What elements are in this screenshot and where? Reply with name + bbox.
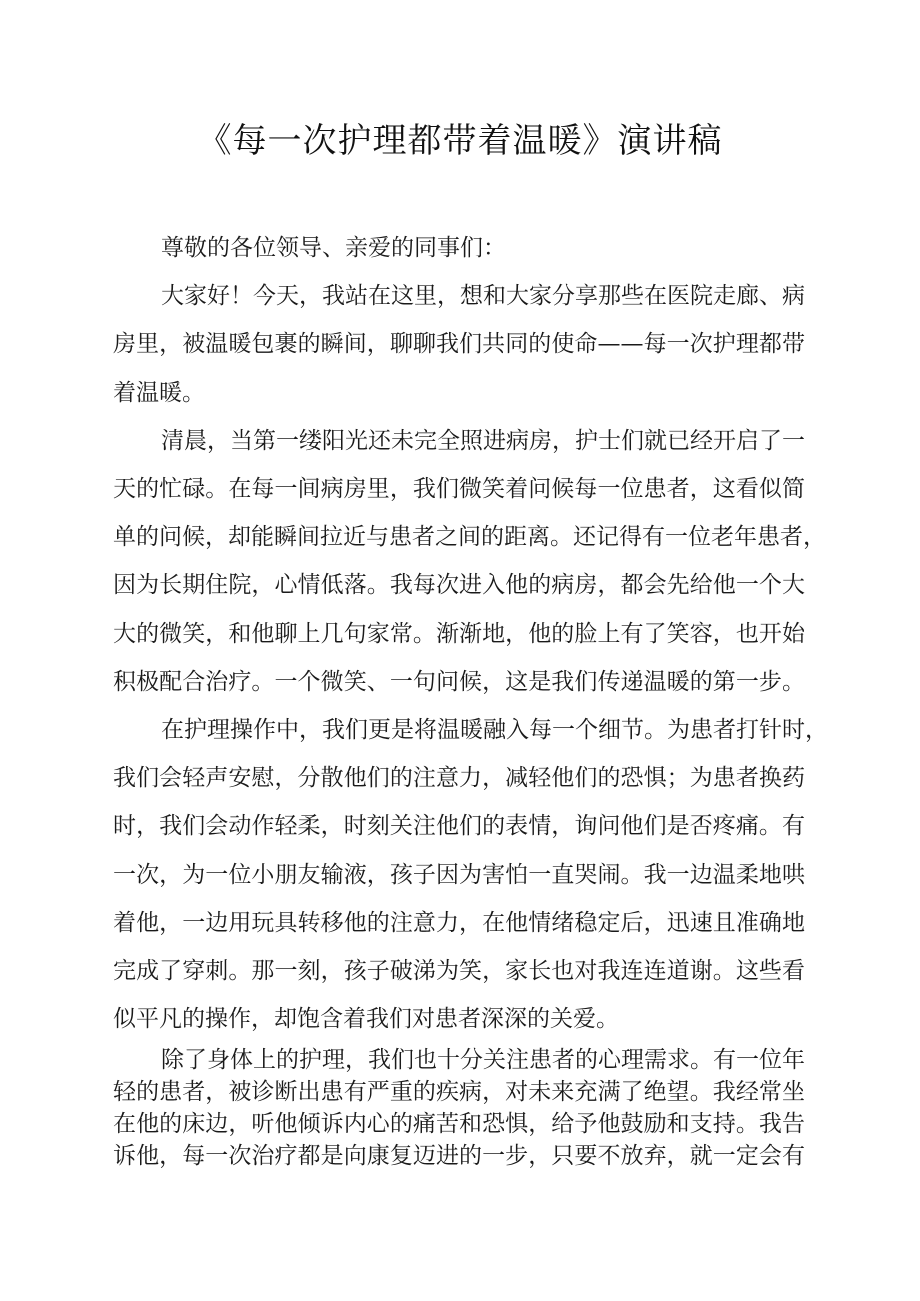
paragraph-line: 完成了穿刺。那一刻，孩子破涕为笑，家长也对我连连道谢。这些看: [113, 958, 805, 985]
paragraph-3: [113, 706, 828, 1043]
paragraph-line: 大家好！今天，我站在这里，想和大家分享那些在医院走廊、病: [161, 283, 805, 310]
paragraph-line: 着他，一边用玩具转移他的注意力，在他情绪稳定后，迅速且准确地: [113, 909, 805, 936]
paragraph-line: 一次，为一位小朋友输液，孩子因为害怕一直哭闹。我一边温柔地哄: [113, 861, 805, 888]
document-title: 《每一次护理都带着温暖》演讲稿: [197, 121, 723, 161]
paragraph-line: 积极配合治疗。一个微笑、一句问候，这是我们传递温暖的第一步。: [113, 668, 805, 695]
paragraph-1: [113, 272, 805, 417]
paragraph-line: 清晨，当第一缕阳光还未完全照进病房，护士们就已经开启了一: [161, 427, 805, 454]
paragraph-4: [113, 1044, 805, 1172]
paragraph-line: 在护理操作中，我们更是将温暖融入每一个细节。为患者打针时，: [161, 717, 828, 744]
paragraph-line: 似平凡的操作，却饱含着我们对患者深深的关爱。: [113, 1006, 619, 1033]
paragraph-line: 时，我们会动作轻柔，时刻关注他们的表情，询问他们是否疼痛。有: [113, 813, 805, 840]
paragraph-line: 房里，被温暖包裹的瞬间，聊聊我们共同的使命——每一次护理都带: [113, 331, 805, 358]
paragraph-line: 单的问候，却能瞬间拉近与患者之间的距离。还记得有一位老年患者，: [113, 524, 826, 551]
greeting-line: 尊敬的各位领导、亲爱的同事们：: [161, 235, 506, 261]
paragraph-line: 因为长期住院，心情低落。我每次进入他的病房，都会先给他一个大: [113, 572, 805, 599]
paragraph-line: 轻的患者，被诊断出患有严重的疾病，对未来充满了绝望。我经常坐: [113, 1079, 805, 1105]
paragraph-line: 着温暖。: [113, 379, 205, 406]
paragraph-line: 我们会轻声安慰，分散他们的注意力，减轻他们的恐惧；为患者换药: [113, 765, 805, 792]
paragraph-line: 大的微笑，和他聊上几句家常。渐渐地，他的脸上有了笑容，也开始: [113, 620, 805, 647]
paragraph-line: 天的忙碌。在每一间病房里，我们微笑着问候每一位患者，这看似简: [113, 476, 805, 503]
paragraph-line: 在他的床边，听他倾诉内心的痛苦和恐惧，给予他鼓励和支持。我告: [113, 1111, 805, 1137]
speech-body: [113, 224, 828, 1043]
paragraph-2: [113, 417, 826, 706]
paragraph-line: 除了身体上的护理，我们也十分关注患者的心理需求。有一位年: [161, 1047, 805, 1073]
paragraph-line: 诉他，每一次治疗都是向康复迈进的一步，只要不放弃，就一定会有: [113, 1143, 805, 1169]
